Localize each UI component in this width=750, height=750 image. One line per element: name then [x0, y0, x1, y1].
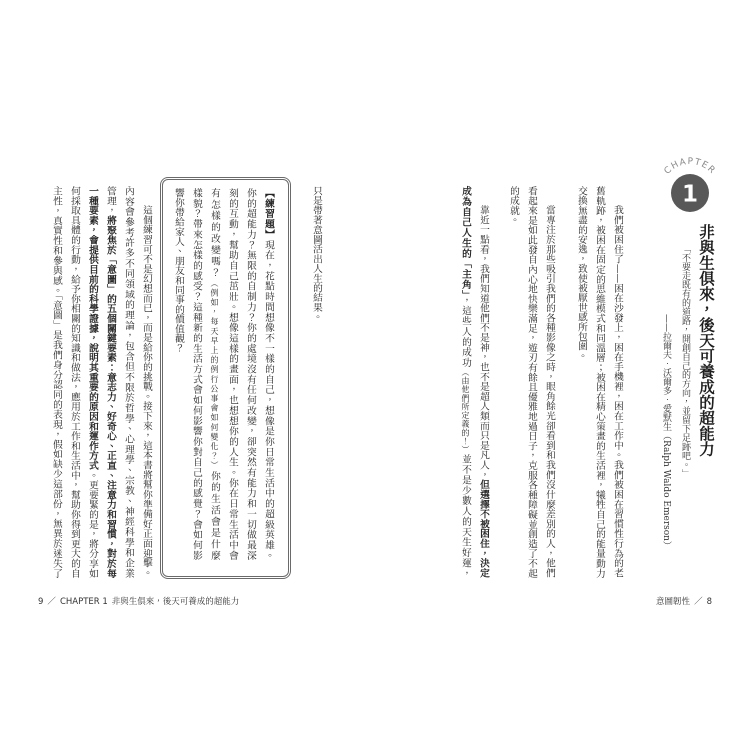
- body-column: 當專注於那些吸引我們的各種影像之時，眼角餘光卻看到和我們沒什麼差別的人，他們: [544, 205, 555, 578]
- exercise-heading: 【練習題】: [263, 188, 274, 240]
- text-segment: 。更要緊的是，將分享如: [87, 470, 98, 578]
- body-column: [459, 186, 471, 578]
- running-head: 意圖韌性: [656, 597, 691, 607]
- body-column: 交換無盡的安逸，致使被厭世感所包圍。: [576, 186, 587, 361]
- exercise-column: 你的超能力？無限的自制力？你的處境沒有任何改變，卻突然有能力和一切做最深: [245, 188, 256, 560]
- emphasis-segment: 一種要素，會提供目前的科學證據，說明其重要的原因和運作方式: [87, 186, 98, 471]
- text-segment: 管理，: [105, 186, 116, 216]
- parenthetical-segment: （由他們所定義的！）: [461, 367, 470, 455]
- text-segment: 現在，花點時間想像不一樣的自己，想像是你日常生活中的超級英雄。: [263, 239, 274, 561]
- footer-separator: ／: [694, 597, 703, 607]
- chapter-badge: [650, 150, 730, 235]
- exercise-column: 樣貌？帶來怎樣的感受？這種新的生活方式會如何影響你對自己的感覺？會如何影: [191, 188, 202, 560]
- footer-separator: ／: [47, 597, 56, 607]
- emphasis-segment: 將聚焦於「意圖」的五個關鍵要素：意志力、好奇心、正直、注意力和習慣，對於每: [105, 215, 116, 578]
- epigraph-author: ——拉爾夫．沃爾多．愛默生（Ralph Waldo Emerson）: [661, 314, 671, 550]
- body-column: 舊軌跡，被困在固定的思維模式和同溫層；被困在精心策畫的生活裡，犧牲自己的能量動力: [594, 186, 605, 578]
- chapter-number: 1: [681, 181, 699, 208]
- body-column: 這個練習可不是幻想而已，而是給你的挑戰。接下來，這本書將幫你準備好正面迎擊。: [141, 205, 152, 578]
- page-number: 8: [706, 597, 712, 607]
- body-column: [477, 186, 489, 578]
- text-segment: 你的生活會是什麼: [209, 470, 220, 561]
- running-title: 非與生俱來，後天可養成的超能力: [111, 597, 240, 607]
- body-column: [86, 186, 98, 578]
- body-column: 的成就。: [508, 186, 519, 225]
- exercise-column: [208, 188, 220, 560]
- page-footer-right: [656, 596, 712, 608]
- exercise-column: [262, 188, 274, 560]
- epigraph-quote: 「不要走既有的道路，開創自己的方向，並留下足跡吧。」: [680, 244, 690, 478]
- body-column: 我們被困住了——困在沙發上，困在手機裡，困在工作中。我們被困在習慣性行為的老: [612, 205, 623, 578]
- body-column: 主性，真實性和參與感。「意圖」是我們身分認同的表現，假如缺少這部份，無異於迷失了: [51, 186, 62, 578]
- parenthetical-segment: （例如，每天早上的例行公事會如何變化？）: [210, 278, 219, 471]
- page-footer-left: [38, 596, 243, 608]
- body-column: 何採取具體的行動，給予你相關的知識和做法，應用於工作和生活中，幫助你得到更大的自: [69, 186, 80, 578]
- chapter-title: 非與生俱來，後天可養成的超能力: [697, 224, 716, 457]
- emphasis-segment: 但選擇不被困住，決定: [478, 480, 489, 579]
- chapter-label: [663, 157, 718, 177]
- body-column: [104, 186, 116, 578]
- text-segment: 並不是少數人的天生好運，: [460, 454, 471, 579]
- emphasis-segment: 成為自己人生的「主角」: [460, 186, 471, 296]
- text-segment: 靠近一點看，我們知道他們不是神，也不是超人類而只是凡人，: [478, 205, 489, 481]
- body-column: 看起來是如此發自內心地快樂滿足，遊刃有餘且優雅地過日子，克服各種障礙並創造了不起: [526, 186, 537, 578]
- text-segment: ，這些人的成功: [460, 295, 471, 368]
- text-segment: 有怎樣的改變嗎？: [209, 188, 220, 279]
- exercise-column: 響你帶給家人、朋友和同事的價值觀？: [173, 188, 184, 353]
- chapter-label-text: CHAPTER: [662, 156, 718, 177]
- body-column: 內容會參考許多不同領域的理論，包含但不限於哲學、心理學、宗教、神經科學和企業: [123, 186, 134, 578]
- body-column: 只是帶著意圖活出人生的結果。: [311, 186, 322, 322]
- running-head: CHAPTER 1: [59, 597, 108, 607]
- exercise-column: 刻的互動，幫助自己茁壯。想像這樣的畫面，也想想你的人生。你在日常生活中會: [227, 188, 238, 560]
- page-number: 9: [38, 597, 44, 607]
